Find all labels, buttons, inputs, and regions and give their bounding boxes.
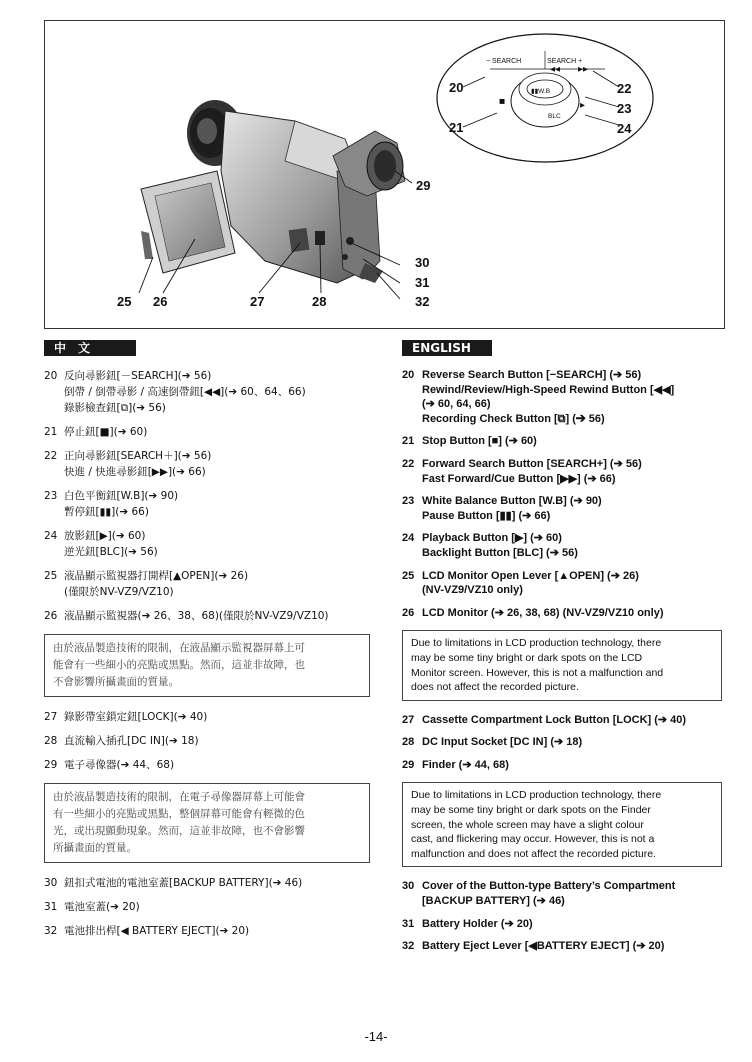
callout-22: 22 [617,81,632,96]
item-text-line: Recording Check Button [⧉] (➔ 56) [422,412,605,425]
item-text-line: Stop Button [■] (➔ 60) [422,435,537,448]
english-item-32 [402,939,722,954]
item-text-line: 錄影檢查鈕[⧉](➔ 56) [64,402,166,414]
note-line: screen, the whole screen may have a slight colour [411,818,644,831]
callout-23: 23 [617,101,632,116]
item-text-line: Reverse Search Button [−SEARCH] (➔ 56) [422,369,642,381]
item-number: 28 [402,736,415,749]
item-number: 20 [44,370,58,382]
english-item-23 [402,494,722,523]
item-number: 30 [44,877,58,889]
item-number: 23 [402,495,415,508]
chinese-column [44,368,370,947]
item-number: 24 [44,530,58,542]
item-text-line: Pause Button [▮▮] (➔ 66) [422,509,551,522]
english-item-20 [402,368,722,426]
item-number: 21 [44,426,58,438]
english-item-25 [402,569,722,598]
note-line: 有一些細小的亮點或黑點，整個屏幕可能會有輕微的色 [53,808,305,820]
chinese-items-1 [44,368,370,624]
svg-text:■: ■ [499,97,506,105]
item-number: 20 [402,369,415,381]
item-number: 23 [44,490,58,502]
english-header: ENGLISH [402,340,492,356]
callout-28: 28 [312,294,327,309]
note-line: cast, and flickering may occur. However, this is not a [411,833,655,846]
note-line: Due to limitations in LCD production technology, there [411,637,662,650]
item-text-line: (➔ 60, 64, 66) [422,398,491,411]
english-items-1 [402,368,722,620]
inset-label-wb: ▮▮W.B [531,88,551,95]
item-text-line: 液晶顯示監視器(➔ 26、38、68)(僅限於NV-VZ9/VZ10) [64,610,329,622]
item-number: 22 [402,457,415,470]
note-line: 由於液晶製造技術的限制，在電子尋像器屏幕上可能會 [53,791,305,803]
item-number: 26 [44,610,58,622]
item-text-line: Forward Search Button [SEARCH+] (➔ 56) [422,457,642,470]
callout-27: 27 [250,294,265,309]
english-column [402,368,722,962]
camcorder-diagram [44,20,725,329]
item-text-line: [BACKUP BATTERY] (➔ 46) [422,895,565,908]
callout-25: 25 [117,294,132,309]
svg-text:▶▶: ▶▶ [578,65,588,73]
note-line: Due to limitations in LCD production technology, there [411,789,662,802]
chinese-item-20 [44,368,370,416]
chinese-lcd-note [44,634,370,697]
item-text-line: (NV-VZ9/VZ10 only) [422,584,523,597]
item-text-line: 電池室蓋(➔ 20) [64,901,140,913]
chinese-items-3 [44,875,370,939]
item-text-line: (僅限於NV-VZ9/VZ10) [64,586,174,598]
item-text-line: Rewind/Review/High-Speed Rewind Button [◀◀] [422,383,675,396]
button-inset [437,34,653,162]
item-number: 26 [402,606,415,619]
item-text-line: 電子尋像器(➔ 44、68) [64,759,175,771]
item-number: 30 [402,880,415,893]
item-text-line: 快進 / 快進尋影鈕[▶▶](➔ 66) [64,466,206,478]
callout-29: 29 [416,178,431,193]
note-line: malfunction and does not affect the recorded picture. [411,847,656,860]
note-line: may be some tiny bright or dark spots on the Finder [411,804,651,817]
item-text-line: Battery Eject Lever [◀BATTERY EJECT] (➔ 20) [422,940,665,953]
item-text-line: LCD Monitor (➔ 26, 38, 68) (NV-VZ9/VZ10 only) [422,606,664,619]
english-item-28 [402,735,722,750]
item-number: 32 [402,940,415,953]
item-text-line: 逆光鈕[BLC](➔ 56) [64,546,158,558]
item-number: 24 [402,532,415,545]
callout-32: 32 [415,294,430,309]
chinese-items-2 [44,709,370,773]
item-text-line: Cover of the Button-type Battery’s Compartment [422,880,676,893]
item-text-line: Playback Button [▶] (➔ 60) [422,532,562,545]
chinese-item-31 [44,899,370,915]
inset-label-blc: BLC [548,113,561,120]
item-text-line: 停止鈕[■](➔ 60) [64,426,148,438]
english-item-30 [402,879,722,908]
note-line: 由於液晶製造技術的限制，在液晶顯示監視器屏幕上可 [53,642,305,654]
callout-24: 24 [617,121,632,136]
callout-20: 20 [449,80,464,95]
note-line: 能會有一些細小的亮點或黑點。然而，這並非故障，也 [53,659,305,671]
item-text-line: Cassette Compartment Lock Button [LOCK] (➔ 40) [422,713,687,726]
item-text-line: LCD Monitor Open Lever [▲OPEN] (➔ 26) [422,569,639,582]
item-text-line: Fast Forward/Cue Button [▶▶] (➔ 66) [422,472,616,485]
english-item-31 [402,917,722,932]
camcorder-illustration [45,21,725,329]
english-finder-note [402,782,722,867]
item-number: 21 [402,435,415,448]
callout-26: 26 [153,294,168,309]
item-number: 27 [44,711,58,723]
item-text-line: 反向尋影鈕[－SEARCH](➔ 56) [64,370,212,382]
chinese-item-32 [44,923,370,939]
item-text-line: Finder (➔ 44, 68) [422,758,509,771]
item-number: 32 [44,925,58,937]
page-number: -14- [364,1029,388,1044]
english-items-3 [402,879,722,953]
chinese-item-30 [44,875,370,891]
chinese-item-24 [44,528,370,560]
item-text-line: 倒帶 / 倒帶尋影 / 高速倒帶鈕[◀◀](➔ 60、64、66) [64,386,306,398]
svg-text:▶: ▶ [580,101,585,109]
english-item-29 [402,758,722,773]
chinese-item-22 [44,448,370,480]
lcd-open-lever [141,231,153,259]
dc-in-socket [315,231,325,245]
item-text-line: 直流輸入插孔[DC IN](➔ 18) [64,735,199,747]
item-text-line: 暫停鈕[▮▮](➔ 66) [64,506,149,518]
chinese-item-23 [44,488,370,520]
item-text-line: Battery Holder (➔ 20) [422,917,533,930]
inset-label-search-minus: − SEARCH [486,58,522,65]
item-number: 27 [402,713,415,726]
note-line: 光，或出現顫動現象。然而，這並非故障，也不會影響 [53,825,305,837]
item-text-line: 液晶顯示監視器打開桿[▲OPEN](➔ 26) [64,570,249,582]
callout-21: 21 [449,120,464,135]
chinese-item-25 [44,568,370,600]
item-text-line: 錄影帶室鎖定鈕[LOCK](➔ 40) [64,711,208,723]
english-item-24 [402,531,722,560]
item-text-line: 白色平衡鈕[W.B](➔ 90) [64,490,179,502]
item-text-line: White Balance Button [W.B] (➔ 90) [422,495,602,508]
note-line: 所攝畫面的質量。 [53,842,137,854]
english-lcd-note [402,630,722,700]
item-text-line: Backlight Button [BLC] (➔ 56) [422,546,578,559]
chinese-item-28 [44,733,370,749]
item-text-line: 電池排出桿[◀ BATTERY EJECT](➔ 20) [64,925,250,937]
english-item-26 [402,606,722,621]
item-number: 31 [44,901,58,913]
item-number: 28 [44,735,58,747]
cassette-lock [289,228,310,252]
note-line: Monitor screen. However, this is not a malfunction and [411,666,664,679]
note-line: 不會影響所攝畫面的質量。 [53,676,179,688]
item-number: 25 [402,569,415,582]
item-text-line: 正向尋影鈕[SEARCH＋](➔ 56) [64,450,212,462]
chinese-header: 中 文 [44,340,136,356]
chinese-item-27 [44,709,370,725]
note-line: may be some tiny bright or dark spots on the LCD [411,651,643,664]
chinese-item-21 [44,424,370,440]
svg-text:◀◀: ◀◀ [550,65,560,73]
item-number: 31 [402,917,415,930]
english-item-22 [402,457,722,486]
english-items-2 [402,713,722,773]
chinese-item-26 [44,608,370,624]
item-number: 22 [44,450,58,462]
english-item-27 [402,713,722,728]
chinese-item-29 [44,757,370,773]
item-number: 29 [44,759,58,771]
item-text-line: 鈕扣式電池的電池室蓋[BACKUP BATTERY](➔ 46) [64,877,303,889]
callout-30: 30 [415,255,430,270]
item-number: 29 [402,758,415,771]
item-text-line: DC Input Socket [DC IN] (➔ 18) [422,736,583,749]
item-number: 25 [44,570,58,582]
inset-label-search-plus: SEARCH + [547,58,583,65]
note-line: does not affect the recorded picture. [411,681,579,694]
chinese-finder-note [44,783,370,863]
item-text-line: 放影鈕[▶](➔ 60) [64,530,146,542]
english-item-21 [402,434,722,449]
callout-31: 31 [415,275,430,290]
